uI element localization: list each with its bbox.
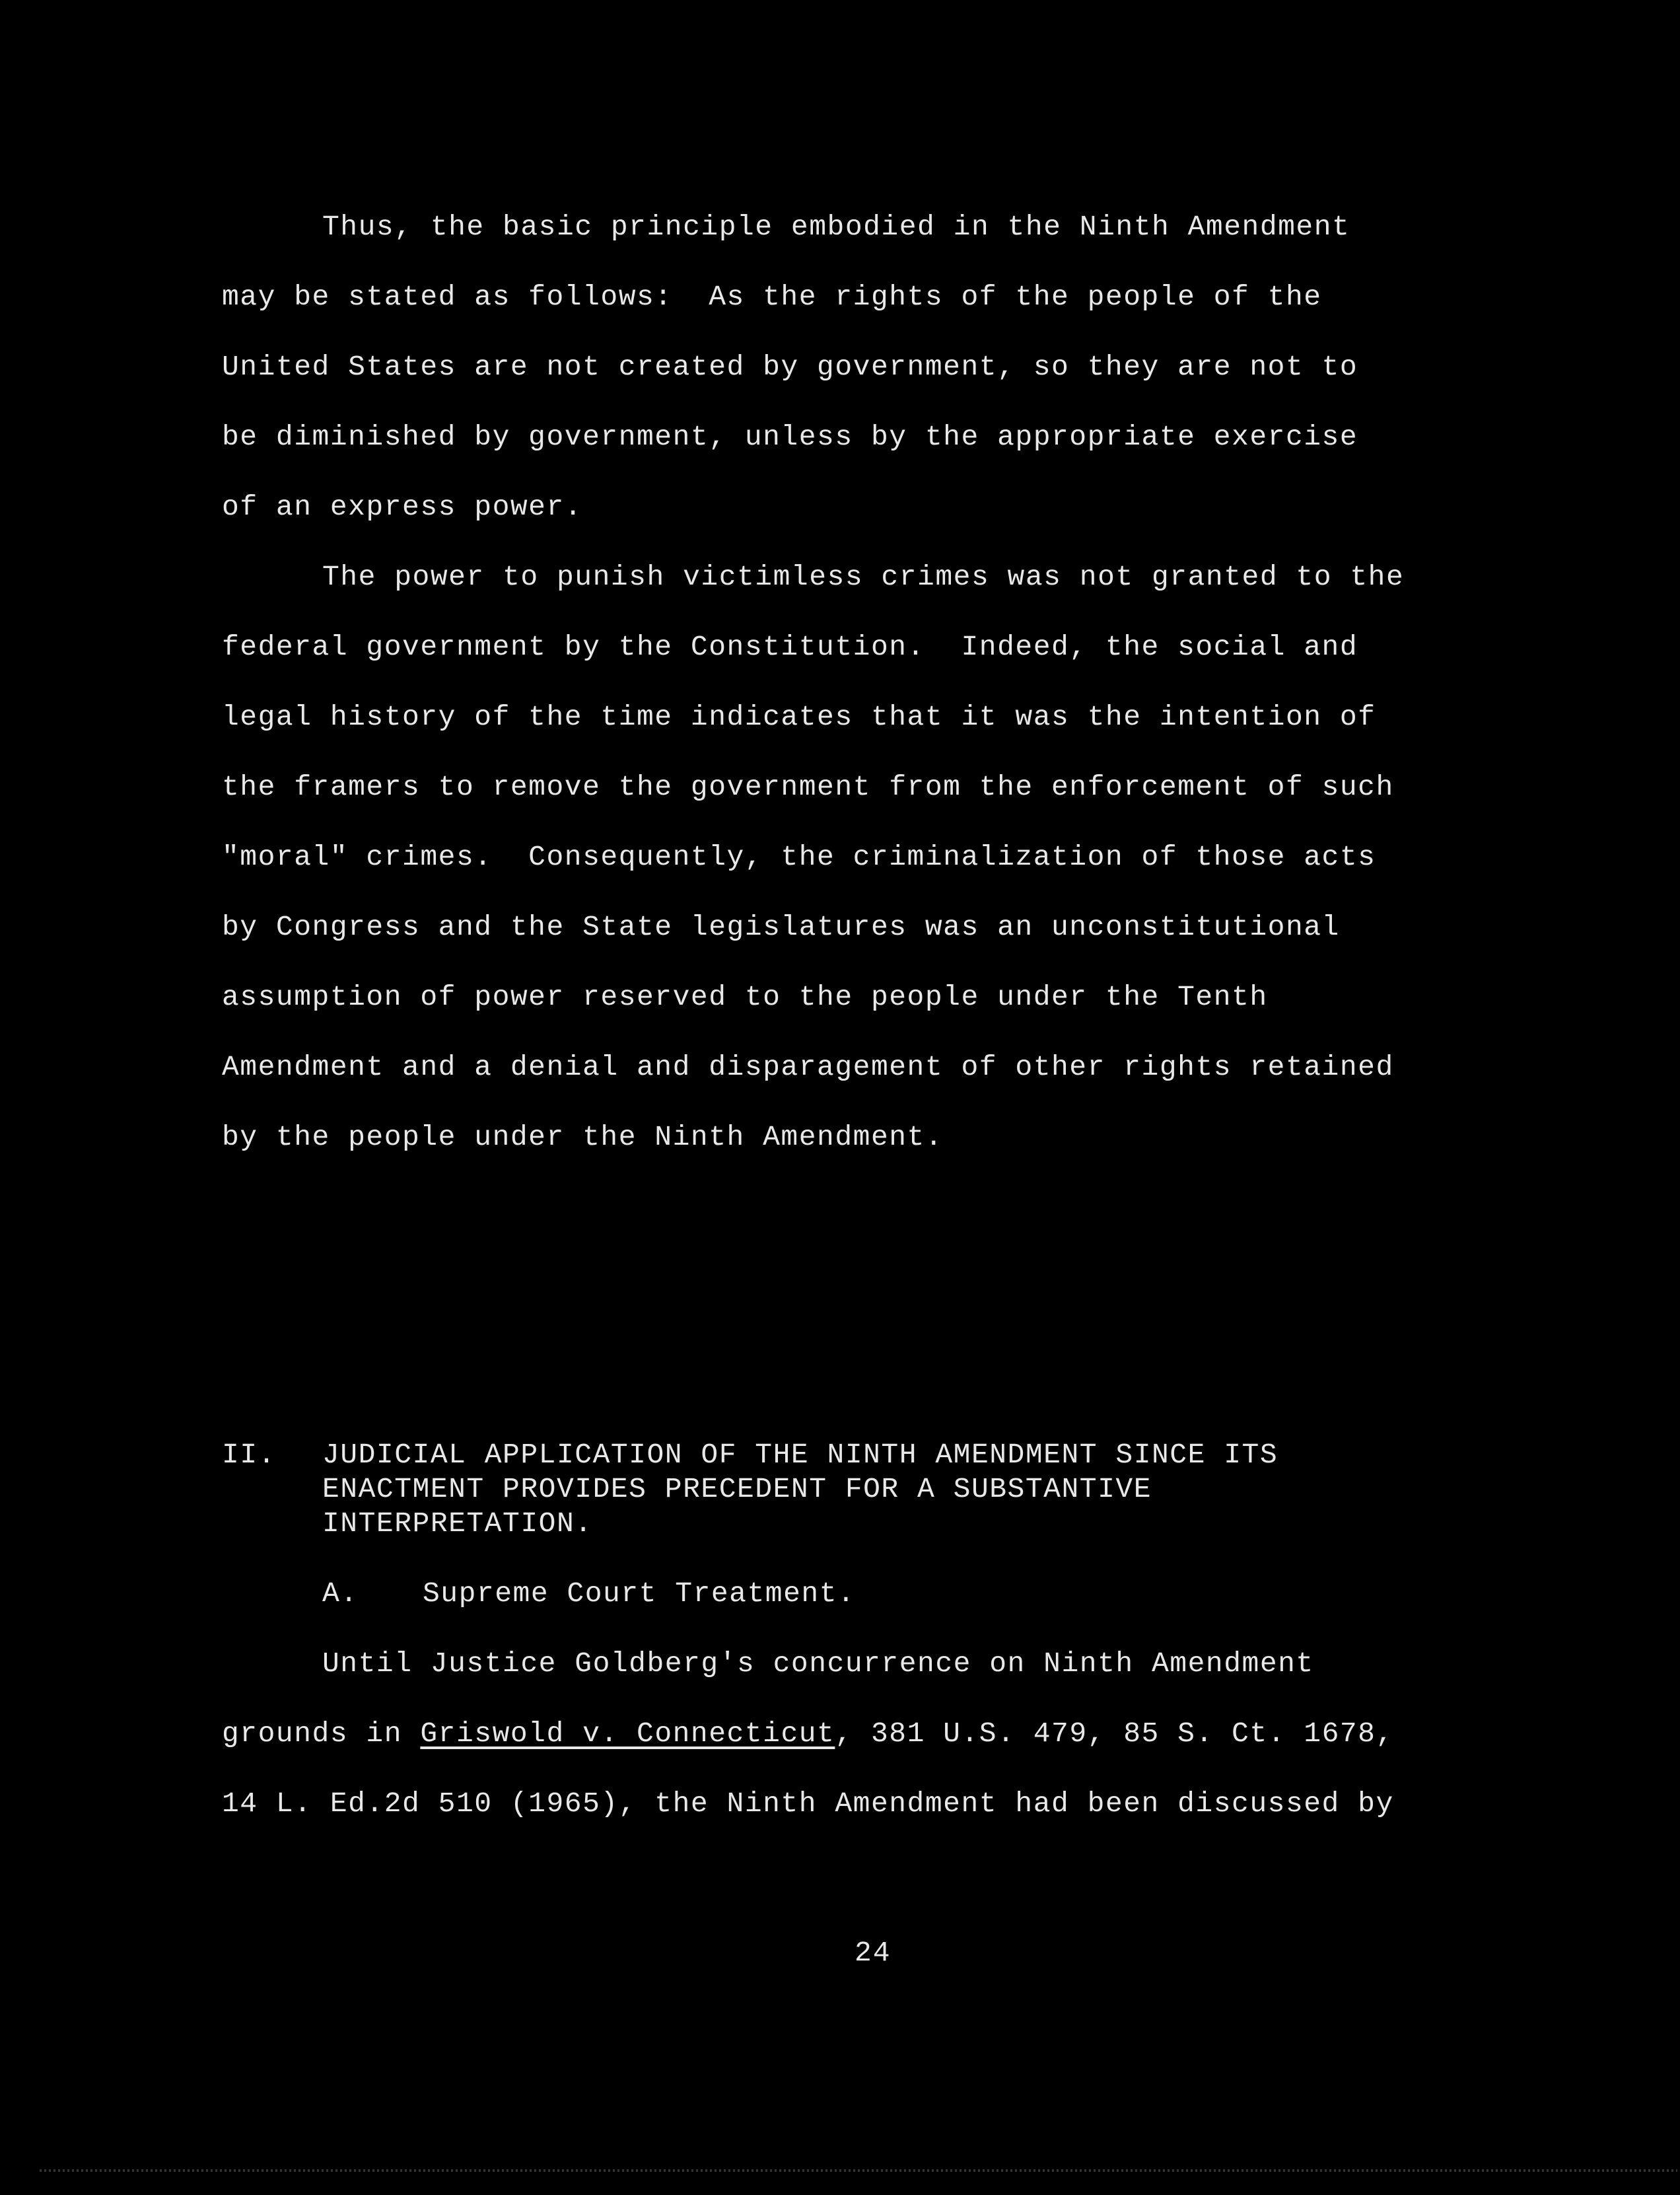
paragraph-2-line-9: by the people under the Ninth Amendment.	[222, 1121, 944, 1153]
paragraph-2-line-3: legal history of the time indicates that it was the intention of	[222, 701, 1376, 733]
paragraph-1-line-2: may be stated as follows: As the rights of the people of the	[222, 281, 1322, 313]
paragraph-3-line-2-suffix: , 381 U.S. 479, 85 S. Ct. 1678,	[835, 1717, 1394, 1750]
paragraph-3-line-2	[222, 1719, 1394, 1748]
paragraph-2-line-6: by Congress and the State legislatures was an unconstitutional	[222, 911, 1340, 943]
paragraph-1-line-5: of an express power.	[222, 491, 583, 523]
paragraph-1-line-3: United States are not created by government, so they are not to	[222, 351, 1358, 383]
subsection-title: Supreme Court Treatment.	[423, 1577, 856, 1610]
section-number: II.	[222, 1439, 276, 1471]
subsection-letter: A.	[322, 1577, 359, 1610]
case-citation-name: Griswold v. Connecticut	[420, 1717, 835, 1750]
paragraph-2-line-1: The power to punish victimless crimes was not granted to the	[322, 561, 1405, 593]
paragraph-3-line-3: 14 L. Ed.2d 510 (1965), the Ninth Amendment had been discussed by	[222, 1787, 1394, 1820]
paragraph-3-line-2-prefix: grounds in	[222, 1717, 421, 1750]
page-number: 24	[855, 1937, 892, 1969]
paragraph-2-line-8: Amendment and a denial and disparagement of other rights retained	[222, 1051, 1394, 1083]
paragraph-3-line-1: Until Justice Goldberg's concurrence on Ninth Amendment	[322, 1647, 1314, 1680]
paragraph-2-line-5: "moral" crimes. Consequently, the criminalization of those acts	[222, 841, 1376, 873]
paragraph-1-line-1: Thus, the basic principle embodied in the Ninth Amendment	[322, 211, 1350, 243]
section-heading-line-2: ENACTMENT PROVIDES PRECEDENT FOR A SUBSTANTIVE	[322, 1473, 1152, 1505]
paragraph-1-line-4: be diminished by government, unless by the appropriate exercise	[222, 421, 1358, 453]
section-heading-line-3: INTERPRETATION.	[322, 1507, 593, 1540]
paragraph-2-line-7: assumption of power reserved to the people under the Tenth	[222, 981, 1268, 1013]
section-heading-line-1: JUDICIAL APPLICATION OF THE NINTH AMENDMENT SINCE ITS	[322, 1439, 1278, 1471]
paragraph-2-line-4: the framers to remove the government from the enforcement of such	[222, 771, 1394, 803]
paragraph-2-line-2: federal government by the Constitution. Indeed, the social and	[222, 631, 1358, 663]
scan-edge-artifact	[40, 2169, 1677, 2172]
